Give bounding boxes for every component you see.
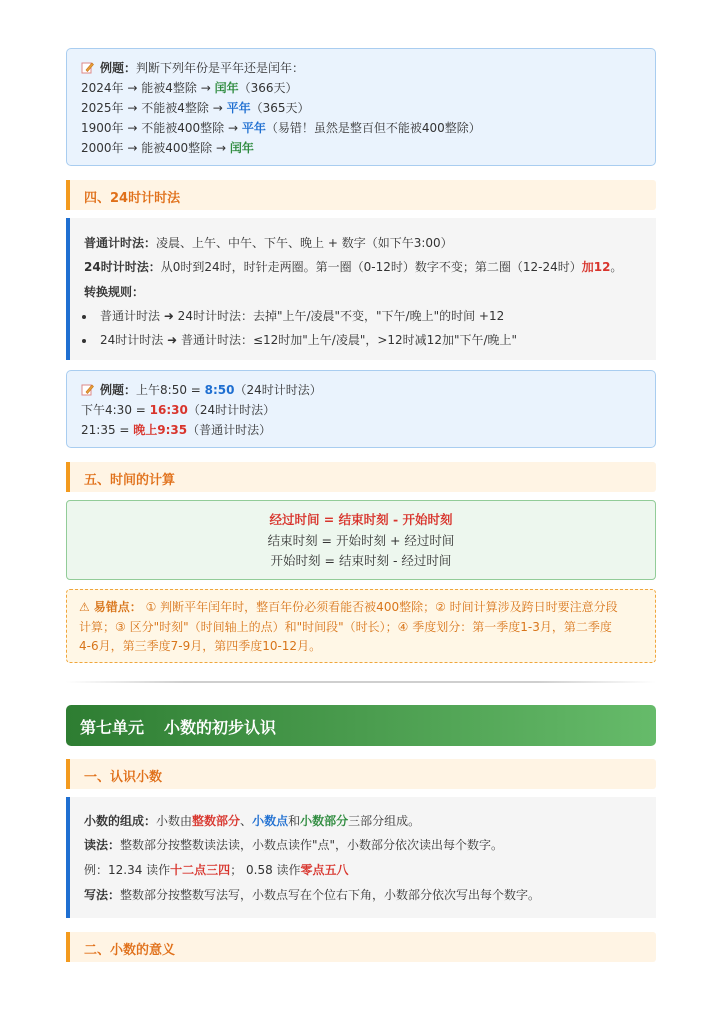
- time-left: 21:35 =: [81, 423, 134, 437]
- result-text: 闰年: [229, 141, 254, 155]
- normal-label: 普通计时法：: [84, 236, 157, 250]
- condition-text: 不能被4整除: [141, 101, 209, 115]
- warning-line: 4-6月，第三季度7-9月，第四季度10-12月。: [79, 639, 322, 653]
- formula-end: 结束时刻 = 开始时刻 + 经过时间: [267, 533, 455, 548]
- time-note: （普通计时法）: [187, 423, 272, 437]
- clock-example-row: [81, 402, 275, 418]
- arrow-icon: →: [200, 81, 211, 95]
- section-title: 二、小数的意义: [84, 943, 176, 958]
- result-text: 平年: [241, 121, 266, 135]
- chapter-title: [80, 715, 276, 738]
- time-note: （24时计时法）: [187, 403, 276, 417]
- condition-text: 能被4整除: [141, 81, 197, 95]
- year-text: 1900年: [81, 121, 124, 135]
- leap-row: [81, 80, 298, 96]
- result-text: 闰年: [214, 81, 239, 95]
- arrow-icon: →: [127, 141, 138, 155]
- section-title: 五、时间的计算: [84, 473, 176, 488]
- rule-item: 24时计时法 ➜ 普通计时法：≤12时加"上午/凌晨"，>12时减12加"下午/晚上": [100, 333, 518, 347]
- section-heading-24h: [66, 180, 656, 210]
- pencil-icon: [81, 383, 94, 396]
- leap-year-example-box: [66, 48, 656, 166]
- chapter-banner: [66, 705, 656, 746]
- example-pre: 例：12.34 读作: [84, 863, 171, 877]
- condition-text: 不能被400整除: [141, 121, 225, 135]
- arrow-icon: →: [127, 81, 138, 95]
- chapter-unit: 第七单元: [80, 718, 145, 737]
- example-intro: 判断下列年份是平年还是闰年：: [136, 61, 305, 75]
- h24-add: 加12: [581, 260, 611, 274]
- year-text: 2025年: [81, 101, 124, 115]
- time-value: 8:50: [204, 383, 235, 397]
- writing-text: 整数部分按整数写法写，小数点写在个位右下角，小数部分依次写出每个数字。: [120, 888, 541, 902]
- decimal-info-box: [66, 797, 656, 918]
- formula-main: 经过时间 = 结束时刻 - 开始时刻: [269, 512, 453, 527]
- h24-clock-line: [84, 259, 622, 275]
- integer-part: 整数部分: [192, 814, 241, 828]
- leap-row: [81, 100, 310, 116]
- formula-box: [66, 500, 656, 580]
- h24-text: 从0时到24时，时针走两圈。第一圈（0-12时）数字不变；第二圈（12-24时）: [160, 260, 582, 274]
- section-heading-time-calc: [66, 462, 656, 492]
- time-note: （24时计时法）: [234, 383, 322, 397]
- clock-example-row: [81, 422, 271, 438]
- warning-text: ① 判断平年闰年时，整百年份必须看能否被400整除；② 时间计算涉及跨日时要注意分段: [145, 600, 618, 614]
- year-text: 2000年: [81, 141, 124, 155]
- rule-item: 普通计时法 ➜ 24时计时法：去掉"上午/凌晨"不变，"下午/晚上"的时间 +12: [100, 309, 505, 323]
- writing-label: 写法：: [84, 888, 121, 902]
- note-text: （365天）: [250, 101, 310, 115]
- result-text: 平年: [226, 101, 251, 115]
- composition-text: 小数由: [156, 814, 193, 828]
- h24-label: 24时计时法：: [84, 260, 161, 274]
- example-label: 例题：: [100, 61, 137, 75]
- decimal-point: 小数点: [252, 814, 289, 828]
- time-value: 16:30: [149, 403, 188, 417]
- clock-info-box: [66, 218, 656, 360]
- section-heading-decimal-meaning: [66, 932, 656, 962]
- section-title: 一、认识小数: [84, 770, 163, 785]
- section-title: 四、24时计时法: [84, 191, 181, 206]
- warning-line: [79, 599, 618, 615]
- note-text: （366天）: [238, 81, 298, 95]
- clock-example-row: [81, 382, 322, 398]
- divider: [66, 681, 656, 683]
- arrow-icon: →: [216, 141, 227, 155]
- reading-text: 整数部分按整数读法读，小数点读作"点"，小数部分依次读出每个数字。: [120, 838, 504, 852]
- composition-line: [84, 813, 420, 829]
- time-value: 晚上9:35: [133, 423, 188, 437]
- leap-row: [81, 120, 481, 136]
- time-left: 下午4:30 =: [81, 403, 150, 417]
- normal-clock-line: [84, 235, 453, 251]
- example-heading: [81, 60, 304, 76]
- example-mid: ； 0.58 读作: [230, 863, 301, 877]
- example-value: 十二点三四: [170, 863, 231, 877]
- composition-end: 三部分组成。: [348, 814, 421, 828]
- warning-box: [66, 589, 656, 663]
- section-heading-know-decimals: [66, 759, 656, 789]
- warning-line: 计算；③ 区分"时刻"（时间轴上的点）和"时间段"（时长）；④ 季度划分：第一季度1-3月，第二季度: [79, 620, 612, 634]
- reading-example-line: [84, 862, 349, 878]
- clock-example-box: [66, 370, 656, 448]
- reading-label: 读法：: [84, 838, 121, 852]
- chapter-name: 小数的初步认识: [164, 718, 277, 737]
- reading-line: [84, 837, 503, 853]
- formula-start: 开始时刻 = 结束时刻 - 经过时间: [270, 553, 452, 568]
- example-label: 例题：: [100, 383, 137, 397]
- warning-icon: ⚠: [79, 600, 90, 614]
- pencil-icon: [81, 61, 94, 74]
- time-left: 上午8:50 =: [136, 383, 205, 397]
- writing-line: [84, 887, 540, 903]
- arrow-icon: →: [212, 101, 223, 115]
- separator: 和: [288, 814, 301, 828]
- rule-heading: [84, 284, 144, 300]
- year-text: 2024年: [81, 81, 124, 95]
- bullet-icon: [82, 339, 86, 343]
- fraction-part: 小数部分: [300, 814, 349, 828]
- example-value: 零点五八: [300, 863, 349, 877]
- condition-text: 能被400整除: [141, 141, 213, 155]
- h24-end: 。: [610, 260, 623, 274]
- normal-text: 凌晨、上午、中午、下午、晚上 + 数字（如下午3:00）: [156, 236, 453, 250]
- arrow-icon: →: [228, 121, 239, 135]
- arrow-icon: →: [127, 121, 138, 135]
- separator: 、: [240, 814, 253, 828]
- note-text: （易错！虽然是整百但不能被400整除）: [265, 121, 481, 135]
- leap-row: [81, 140, 254, 156]
- rule-label: 转换规则：: [84, 285, 145, 299]
- warning-label: 易错点：: [93, 600, 142, 614]
- bullet-icon: [82, 315, 86, 319]
- arrow-icon: →: [127, 101, 138, 115]
- composition-label: 小数的组成：: [84, 814, 157, 828]
